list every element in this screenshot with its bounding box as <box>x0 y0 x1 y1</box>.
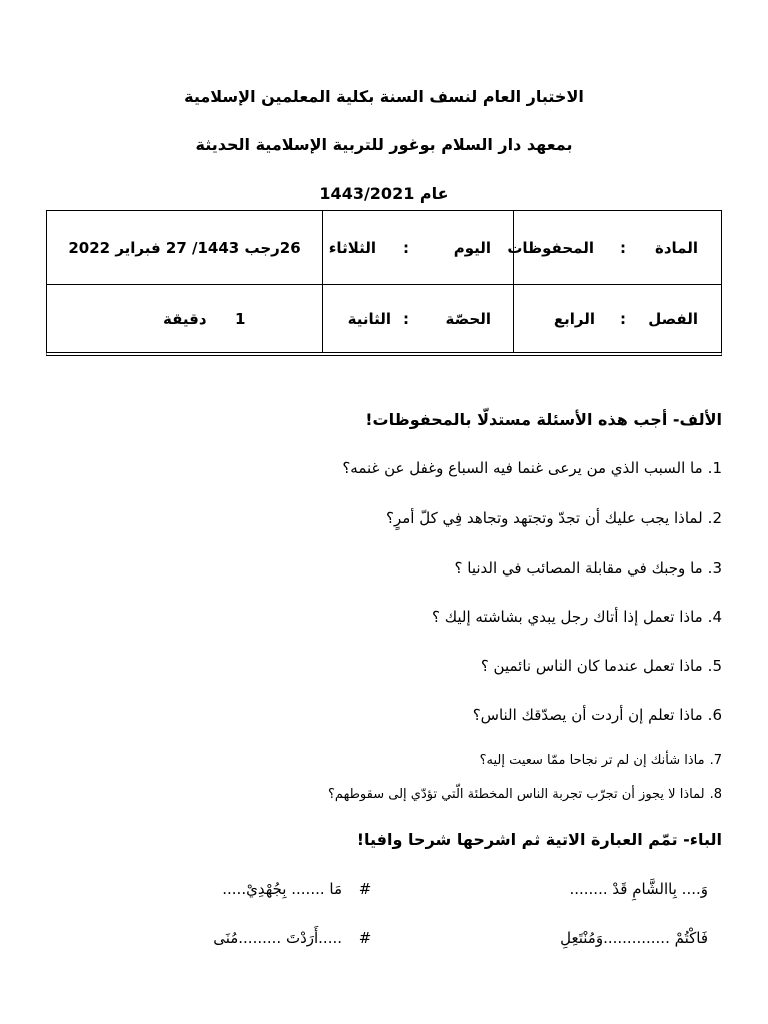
question-item <box>46 749 722 773</box>
class-value: الرابع <box>553 309 595 328</box>
question-text: لماذا يجب عليك أن تجدّ وتجتهد وتجاهد فِي كلّ أمرٍ؟ <box>386 509 703 527</box>
question-text: لماذا لا يجوز أن تجرّب تجربة الناس المخطئة الّتي تؤدّي إلى سقوطهم؟ <box>328 787 705 802</box>
question-item <box>46 556 722 580</box>
day-separator: : <box>403 238 409 257</box>
date-cell <box>47 211 322 285</box>
section-a-heading: الألف- أجب هذه الأسئلة مستدلّا بالمحفوظات! <box>365 410 722 429</box>
question-text: ما وجبك في مقابلة المصائب في الدنيا ؟ <box>454 559 703 577</box>
class-separator: : <box>620 309 626 328</box>
question-text: ماذا تعلم إن أردت أن يصدّقك الناس؟ <box>472 706 703 724</box>
subject-value: المحفوظات <box>507 238 594 257</box>
question-number: 3. <box>707 559 722 577</box>
question-text: ماذا تعمل عندما كان الناس نائمين ؟ <box>480 657 703 675</box>
subject-cell <box>507 211 721 285</box>
verse-row <box>0 877 768 901</box>
verse-separator: # <box>358 880 372 898</box>
question-number: 2. <box>707 509 722 527</box>
academic-year: عام 1443/2021 <box>319 184 449 203</box>
class-cell <box>513 285 721 352</box>
question-number: 8. <box>709 787 722 802</box>
question-item <box>46 654 722 678</box>
question-number: 5. <box>707 657 722 675</box>
duration-value: 1 <box>235 309 246 328</box>
question-item <box>46 506 722 530</box>
period-value: الثانية <box>347 309 391 328</box>
question-item <box>46 783 722 807</box>
institute-name: بمعهد دار السلام بوغور للتربية الإسلامية الحديثة <box>195 135 573 154</box>
subject-separator: : <box>620 238 626 257</box>
question-number: 4. <box>707 608 722 626</box>
day-label: اليوم <box>453 238 491 257</box>
question-item <box>46 456 722 480</box>
question-text: ماذا تعمل إذا أتاك رجل يبدي بشاشته إليك ؟ <box>432 608 703 626</box>
verse-separator: # <box>358 929 372 947</box>
verse-first-hemistich: فَاكْتُمْ ..............وَمُنْتَعِلِ <box>560 929 708 947</box>
day-cell <box>322 211 513 285</box>
day-value: الثلاثاء <box>328 238 376 257</box>
exam-date: 26رجب 1443/ 27 فبراير 2022 <box>68 238 301 257</box>
question-number: 6. <box>707 706 722 724</box>
verse-second-hemistich: مَا ....... بِجُهْدِيْ..... <box>222 880 342 898</box>
verse-row <box>0 926 768 950</box>
question-number: 7. <box>709 753 722 768</box>
question-text: ماذا شأنك إن لم تر نجاحا ممّا سعيت إليه؟ <box>479 753 705 768</box>
period-cell <box>322 285 513 352</box>
duration-unit: دقيقة <box>163 309 207 328</box>
question-text: ما السبب الذي من يرعى غنما فيه السباع وغفل عن غنمه؟ <box>342 459 703 477</box>
section-b-heading: الباء- تمّم العبارة الاتية ثم اشرحها شرحا وافيا! <box>356 830 722 849</box>
period-label: الحصّة <box>445 309 491 328</box>
verse-first-hemistich: وَ.... بِاالشَّامِ قَدْ ........ <box>569 880 708 898</box>
exam-title: الاختبار العام لنسف السنة بكلية المعلمين الإسلامية <box>184 87 584 106</box>
verse-second-hemistich: .....أَرَدْتَ .........مُنَى <box>213 929 342 947</box>
class-label: الفصل <box>648 309 698 328</box>
exam-info-table <box>46 210 722 356</box>
period-separator: : <box>403 309 409 328</box>
duration-cell <box>47 285 322 352</box>
question-item <box>46 605 722 629</box>
question-item <box>46 703 722 727</box>
subject-label: المادة <box>654 238 698 257</box>
question-number: 1. <box>707 459 722 477</box>
